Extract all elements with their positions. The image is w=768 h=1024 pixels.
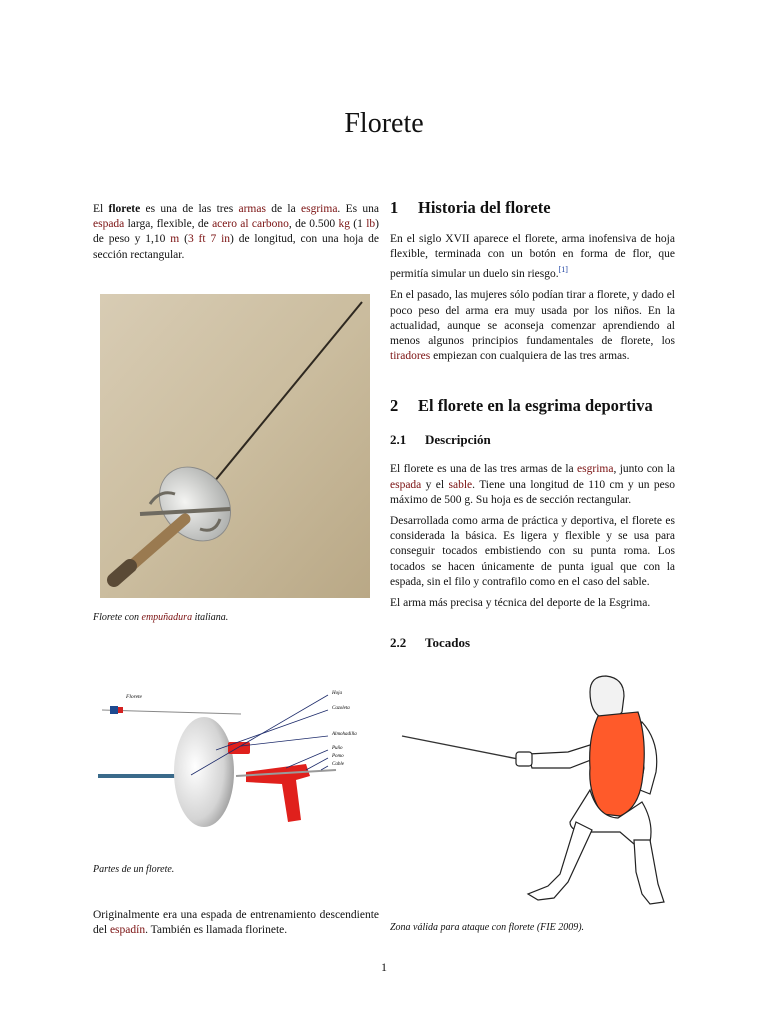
reference-1[interactable]: [1]: [558, 265, 568, 275]
foil-photo: [100, 294, 370, 598]
label-almohadilla: Almohadilla: [332, 732, 357, 737]
foil-photo-caption: Florete con empuñadura italiana.: [93, 612, 229, 623]
label-florete: Florete: [126, 694, 142, 700]
link-empunadura[interactable]: empuñadura: [141, 612, 193, 623]
link-acero-al-carbono[interactable]: acero al carbono: [212, 218, 289, 231]
label-pomo: Pomo: [332, 754, 344, 759]
link-kg[interactable]: kg: [338, 218, 350, 231]
subsection-2-1-paragraph-1: El florete es una de las tres armas de la esgrima, junto con la espada y el sable. Tiene una longitud de 110 cm y un peso máximo de 500 g. Su hoja es de sección rectangular.: [390, 463, 675, 506]
link-esgrima-2[interactable]: esgrima: [577, 463, 614, 476]
subsection-2-1-paragraph-3: El arma más precisa y técnica del deporte de la Esgrima.: [390, 597, 651, 610]
left-column: [93, 202, 379, 269]
section-1-paragraph-2: En el pasado, las mujeres sólo podían tirar a florete, y dado el poco peso del arma era muy usada por los niños. En la actualidad, aunque se aconseja comenzar aprendiendo al menos algunos principios fundamentales de florete, los tiradores empiezan con cualquiera de las tres armas.: [390, 289, 675, 363]
foil-parts-caption: Partes de un florete.: [93, 864, 175, 875]
link-tiradores[interactable]: tiradores: [390, 350, 431, 363]
link-armas[interactable]: armas: [238, 203, 266, 215]
label-hoja: Hoja: [332, 691, 342, 696]
subsection-2-2-heading: 2.2 Tocados: [390, 635, 471, 651]
section-2-heading: 2 El florete en la esgrima deportiva: [390, 396, 653, 416]
link-3ft-7in[interactable]: 3 ft 7 in: [187, 233, 231, 246]
term-florete: florete: [108, 203, 141, 215]
link-espadin[interactable]: espadín: [109, 924, 146, 937]
link-m[interactable]: m: [170, 233, 180, 246]
label-cable: Cable: [332, 762, 344, 767]
right-column: [390, 198, 675, 651]
subsection-2-1-heading: 2.1 Descripción: [390, 432, 491, 448]
left-column-bottom: [93, 908, 379, 944]
foil-parts-diagram: [96, 680, 376, 850]
link-espada-2[interactable]: espada: [390, 478, 422, 491]
page-title: Florete: [344, 108, 424, 139]
fencer-target-caption: Zona válida para ataque con florete (FIE 2009).: [390, 922, 585, 933]
section-1-paragraph-1: En el siglo XVII aparece el florete, arma inofensiva de hoja flexible, terminada con un botón en forma de flor, que permitía simular un duelo sin riesgo.[1]: [390, 233, 675, 281]
intro-paragraph: El florete es una de las tres armas de la esgrima. Es una espada larga, flexible, de acero al carbono, de 0.500 kg (1 lb) de peso y 1,10 m (3 ft 7 in) de longitud, con una hoja de sección rectangular.: [93, 203, 380, 261]
subsection-2-1-paragraph-2: Desarrollada como arma de práctica y deportiva, el florete es considerada la básica. Es ligera y flexible y se usa para conseguir tocados embistiendo con su punta roma. Los tocados se hacen únicamente de punta igual que con la espada, sin el filo y contrafilo como en el caso del sable.: [390, 515, 675, 588]
page-number: 1: [381, 960, 387, 974]
link-espada[interactable]: espada: [93, 218, 125, 231]
label-cazoleta: Cazoleta: [332, 706, 350, 711]
link-lb[interactable]: lb: [366, 218, 376, 231]
fencer-target-diagram: [398, 672, 668, 912]
link-sable[interactable]: sable: [448, 478, 473, 491]
label-puno: Puño: [332, 746, 343, 751]
link-esgrima[interactable]: esgrima: [301, 203, 338, 215]
outro-paragraph: Originalmente era una espada de entrenamiento descendiente del espadín. También es llamada florinete.: [93, 909, 379, 937]
section-1-heading: 1 Historia del florete: [390, 198, 551, 217]
